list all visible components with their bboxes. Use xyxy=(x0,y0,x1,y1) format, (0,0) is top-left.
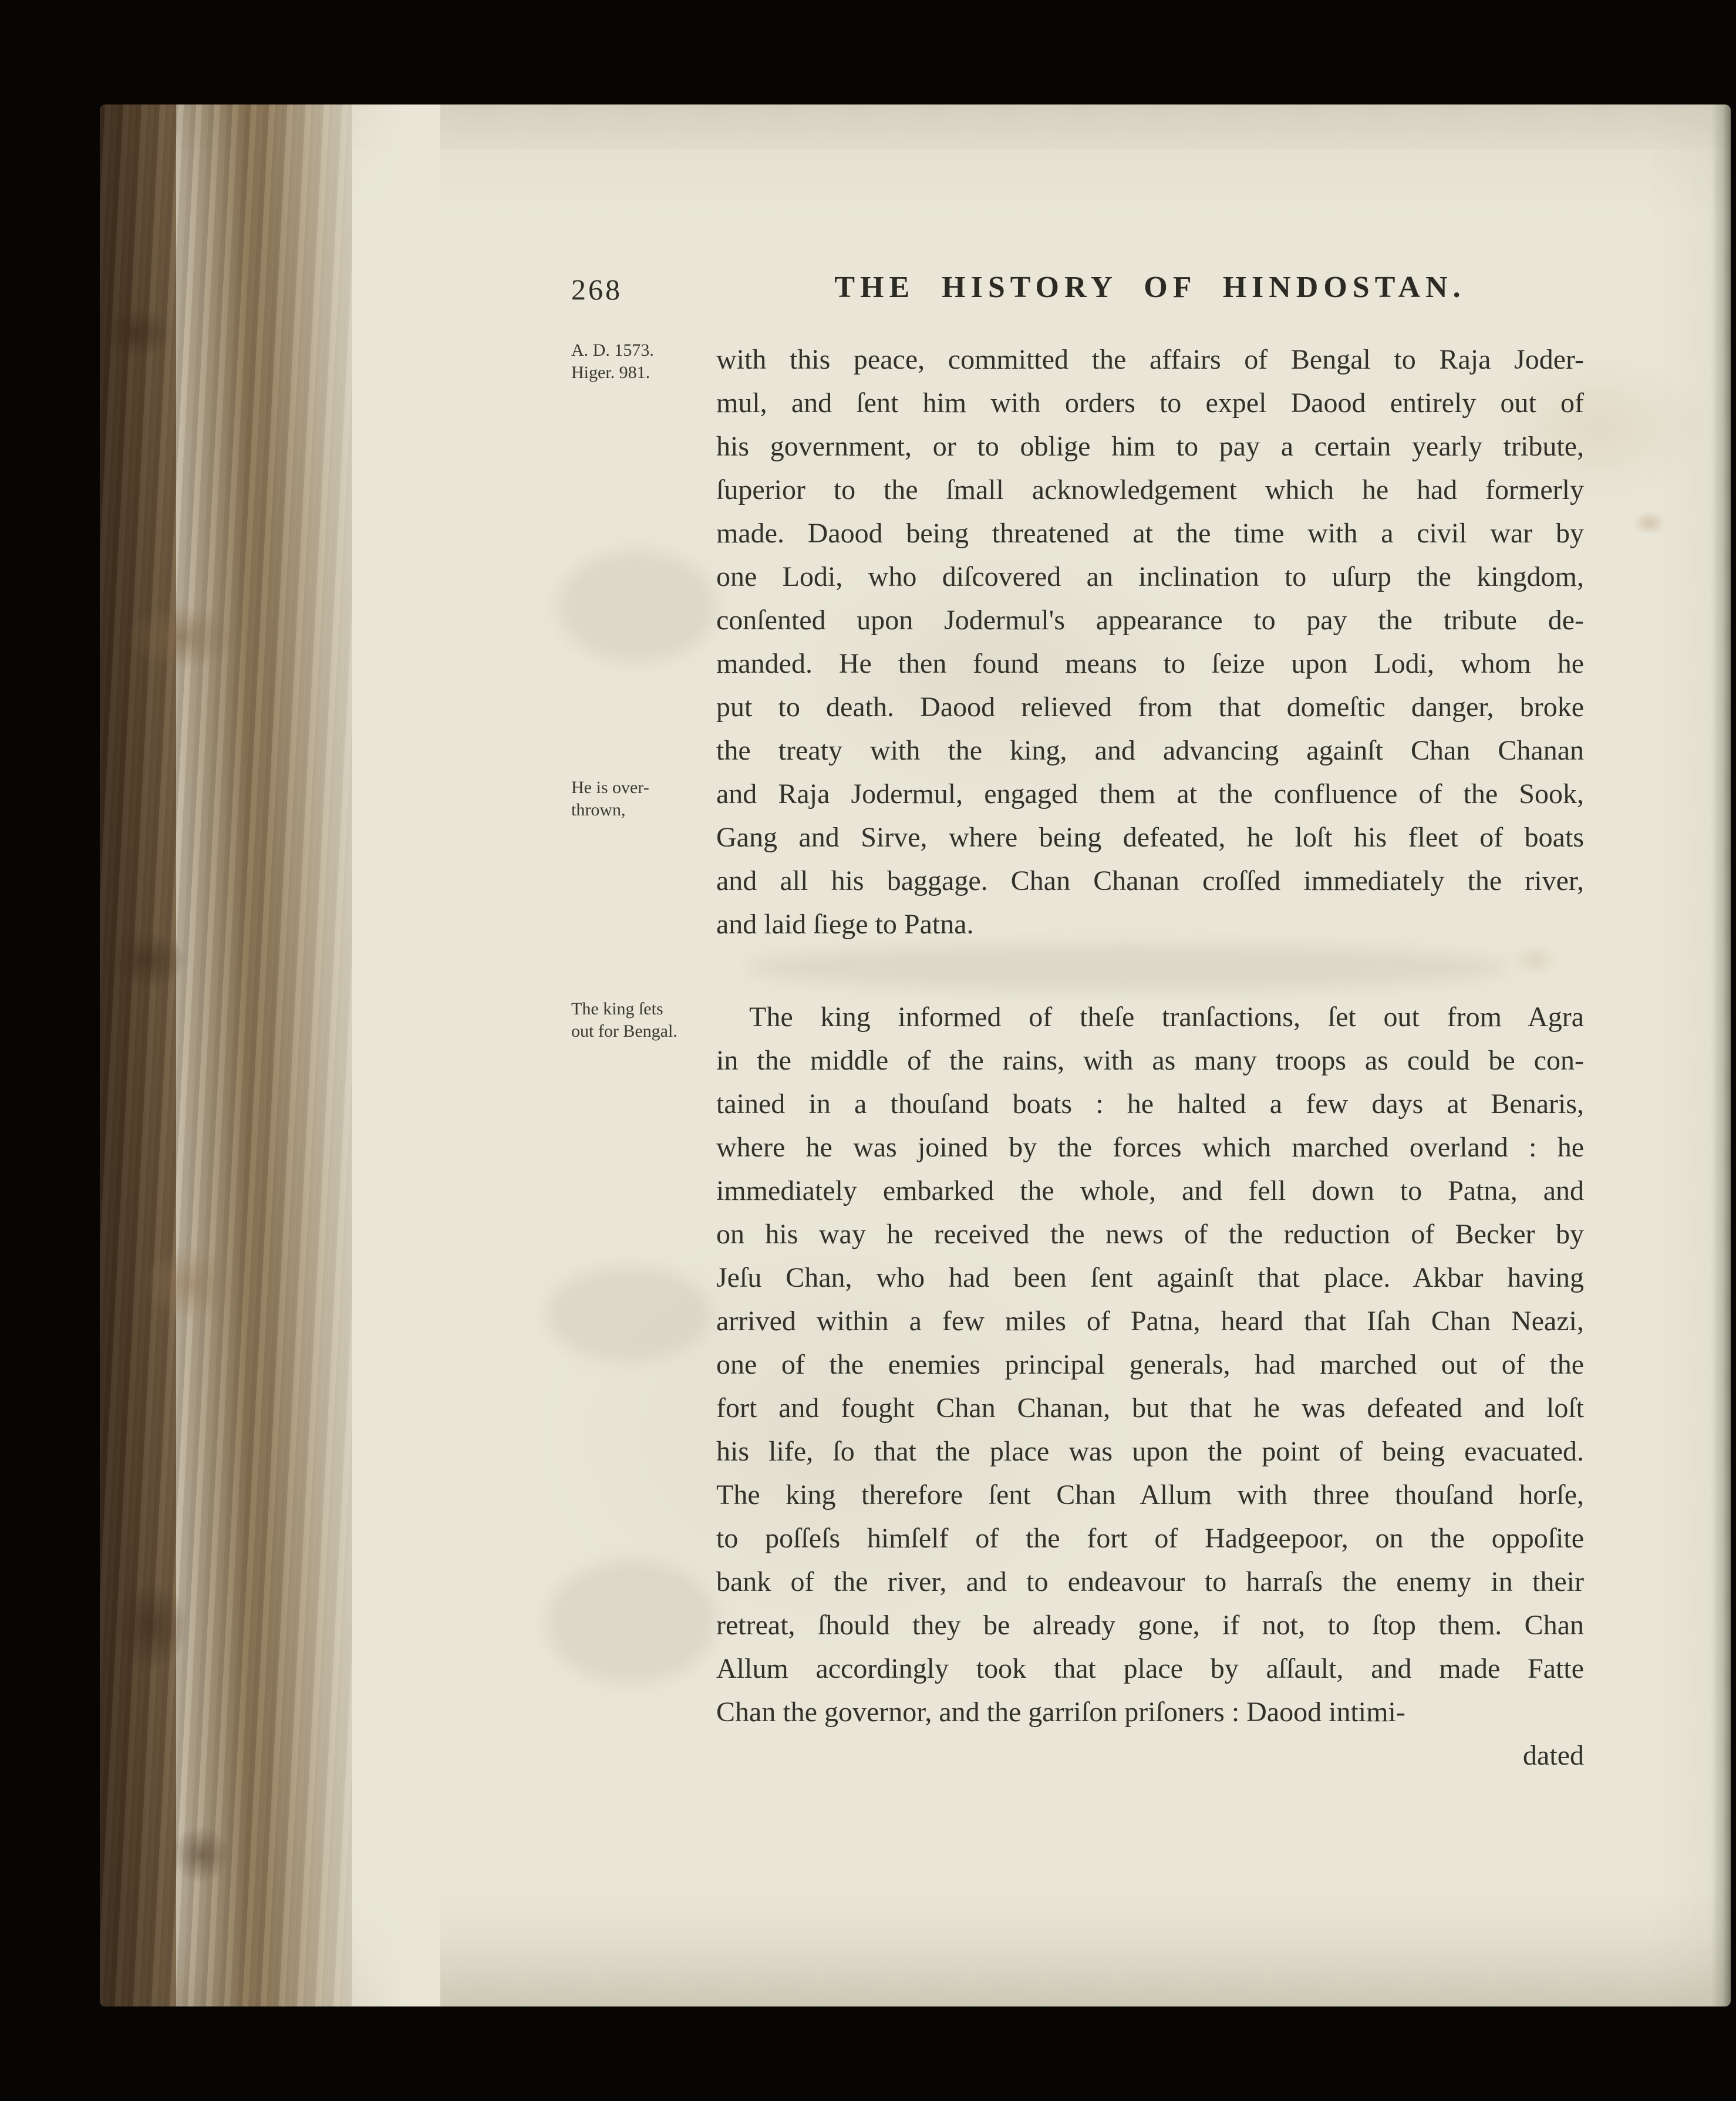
text-line: made. Daood being threatened at the time with a civil war by xyxy=(716,518,1584,549)
text-line: with this peace, committed the affairs of Bengal to Raja Joder- xyxy=(716,344,1584,375)
text-line: to poſſeſs himſelf of the fort of Hadgeepoor, on the oppoſite xyxy=(716,1523,1584,1554)
text-line: one of the enemies principal generals, had marched out of the xyxy=(716,1349,1584,1380)
text-line: in the middle of the rains, with as many troops as could be con- xyxy=(716,1045,1584,1076)
margin-note-overthrown xyxy=(571,777,707,821)
margin-note-line: A. D. 1573. xyxy=(571,340,654,360)
book-edge-fade xyxy=(270,104,440,2006)
text-line: arrived within a few miles of Patna, heard that Iſah Chan Neazi, xyxy=(716,1306,1584,1337)
text-line: tained in a thouſand boats : he halted a few days at Benaris, xyxy=(716,1088,1584,1119)
book-page xyxy=(100,104,1731,2006)
text-line: retreat, ſhould they be already gone, if not, to ſtop them. Chan xyxy=(716,1610,1584,1641)
text-line: put to death. Daood relieved from that domeſtic danger, broke xyxy=(716,692,1584,723)
text-line: his government, or to oblige him to pay a certain yearly tribute, xyxy=(716,431,1584,462)
show-through-smudge xyxy=(546,1267,710,1361)
text-line: Chan the governor, and the garriſon priſoners : Daood intimi- xyxy=(716,1697,1405,1728)
page-number: 268 xyxy=(571,273,622,306)
text-line: his life, ſo that the place was upon the point of being evacuated. xyxy=(716,1436,1584,1467)
text-line: on his way he received the news of the reduction of Becker by xyxy=(716,1219,1584,1250)
text-line: mul, and ſent him with orders to expel Daood entirely out of xyxy=(716,387,1584,419)
margin-note-line: He is over- xyxy=(571,778,649,797)
margin-note-line: Higer. 981. xyxy=(571,363,650,382)
text-line: where he was joined by the forces which marched overland : he xyxy=(716,1132,1584,1163)
text-line: Gang and Sirve, where being defeated, he loſt his fleet of boats xyxy=(716,822,1584,853)
text-line: the treaty with the king, and advancing againſt Chan Chanan xyxy=(716,735,1584,766)
text-line: conſented upon Jodermul's appearance to pay the tribute de- xyxy=(716,605,1584,636)
show-through-smudge xyxy=(546,1560,716,1684)
text-line: and all his baggage. Chan Chanan croſſed immediately the river, xyxy=(716,865,1584,896)
text-line: The king therefore ſent Chan Allum with three thouſand horſe, xyxy=(716,1479,1584,1510)
margin-note-line: The king ſets xyxy=(571,999,663,1019)
text-line: and laid ſiege to Patna. xyxy=(716,909,974,940)
show-through-smudge xyxy=(558,551,716,662)
text-line: one Lodi, who diſcovered an inclination to uſurp the kingdom, xyxy=(716,561,1584,592)
text-line: manded. He then found means to ſeize upon Lodi, whom he xyxy=(716,648,1584,679)
text-line: fort and fought Chan Chanan, but that he was defeated and loſt xyxy=(716,1392,1584,1424)
text-line: bank of the river, and to endeavour to harraſs the enemy in their xyxy=(716,1566,1584,1597)
text-line: immediately embarked the whole, and fell down to Patna, and xyxy=(716,1175,1584,1206)
paragraph xyxy=(716,996,1584,1734)
margin-note-line: out for Bengal. xyxy=(571,1021,677,1041)
text-line: Allum accordingly took that place by aſſault, and made Fatte xyxy=(716,1653,1584,1684)
paragraph xyxy=(716,338,1584,946)
text-line: The king informed of theſe tranſactions, ſet out from Agra xyxy=(749,1001,1584,1033)
text-line: ſuperior to the ſmall acknowledgement which he had formerly xyxy=(716,474,1584,505)
running-header: THE HISTORY OF HINDOSTAN. xyxy=(834,271,1466,304)
show-through-smudge xyxy=(746,944,1509,991)
text-line: Jeſu Chan, who had been ſent againſt that place. Akbar having xyxy=(716,1262,1584,1293)
margin-note-date xyxy=(571,339,707,384)
margin-note-king-sets-out xyxy=(571,998,707,1043)
margin-note-line: thrown, xyxy=(571,800,626,820)
text-line: and Raja Jodermul, engaged them at the confluence of the Sook, xyxy=(716,778,1584,810)
catchword: dated xyxy=(1523,1740,1584,1771)
